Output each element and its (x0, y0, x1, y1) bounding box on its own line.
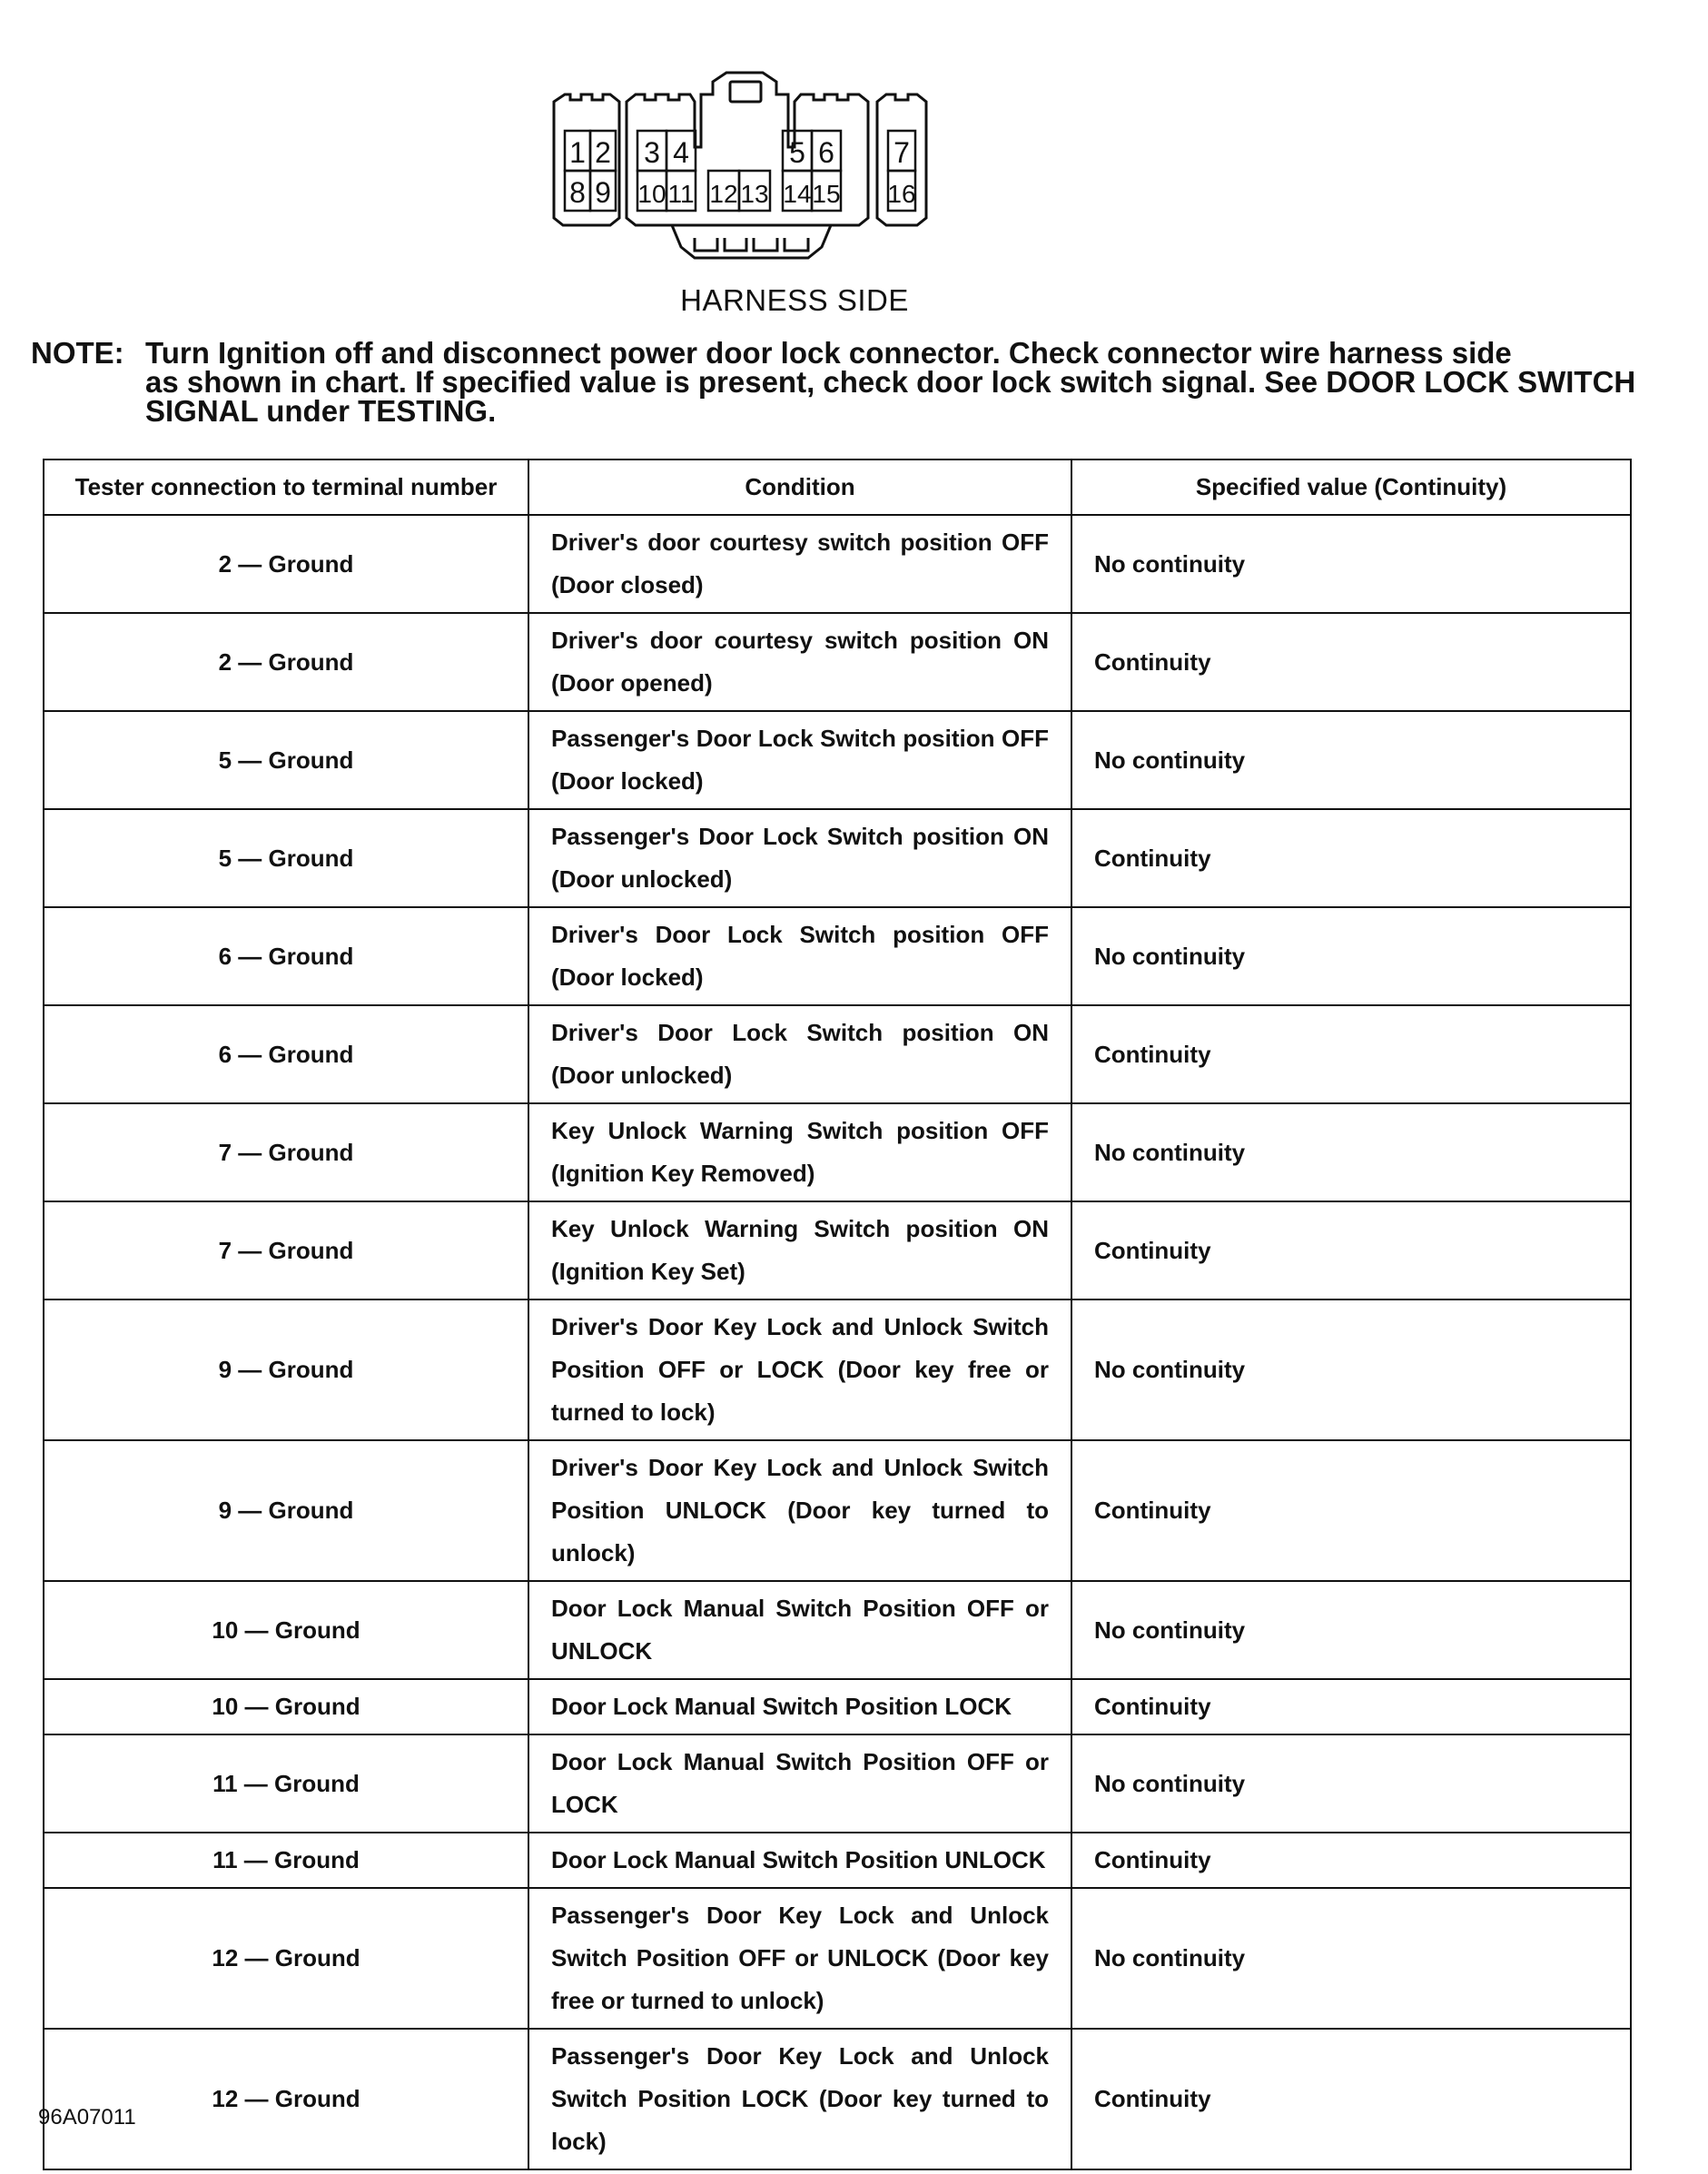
table-body (44, 515, 1631, 2169)
pin-label: 4 (673, 136, 689, 169)
figure-id: 96A07011 (38, 2105, 136, 2130)
pin-label: 14 (783, 180, 812, 208)
condition-cell: Key Unlock Warning Switch position ON (Ignition Key Set) (528, 1201, 1071, 1299)
value-cell: Continuity (1071, 1005, 1631, 1103)
terminal-cell: 6 — Ground (44, 1005, 528, 1103)
table-row (44, 907, 1631, 1005)
value-cell: No continuity (1071, 711, 1631, 809)
terminal-cell: 9 — Ground (44, 1299, 528, 1440)
header-condition: Condition (528, 460, 1071, 515)
condition-cell: Driver's Door Key Lock and Unlock Switch Position UNLOCK (Door key turned to unlock) (528, 1440, 1071, 1581)
table-row (44, 809, 1631, 907)
terminal-cell: 5 — Ground (44, 809, 528, 907)
value-cell: No continuity (1071, 907, 1631, 1005)
pin-label: 2 (595, 136, 611, 169)
pin-label: 3 (644, 136, 660, 169)
terminal-cell: 9 — Ground (44, 1440, 528, 1581)
table-row (44, 515, 1631, 613)
value-cell: No continuity (1071, 1581, 1631, 1679)
pin-label: 9 (595, 176, 611, 209)
header-value: Specified value (Continuity) (1071, 460, 1631, 515)
terminal-cell: 7 — Ground (44, 1103, 528, 1201)
note-line: SIGNAL under TESTING. (145, 394, 497, 428)
connector-latch (730, 82, 761, 102)
condition-cell: Passenger's Door Key Lock and Unlock Switch Position LOCK (Door key turned to lock) (528, 2029, 1071, 2169)
table-row (44, 1734, 1631, 1833)
value-cell: Continuity (1071, 2029, 1631, 2169)
value-cell: Continuity (1071, 1201, 1631, 1299)
pin-label: 11 (667, 180, 695, 208)
table-row (44, 1833, 1631, 1888)
pin-label: 6 (818, 136, 834, 169)
terminal-cell: 2 — Ground (44, 515, 528, 613)
diagram-caption: HARNESS SIDE (680, 283, 909, 317)
terminal-cell: 11 — Ground (44, 1833, 528, 1888)
pin-label: 16 (887, 180, 916, 208)
table-header-row (44, 460, 1631, 515)
terminal-cell: 5 — Ground (44, 711, 528, 809)
table-row (44, 1299, 1631, 1440)
pin-label: 13 (740, 180, 769, 208)
value-cell: Continuity (1071, 809, 1631, 907)
table-row (44, 1201, 1631, 1299)
table-row (44, 1581, 1631, 1679)
note-line: Turn Ignition off and disconnect power door lock connector. Check connector wire harness side (145, 336, 1512, 370)
table-row (44, 1679, 1631, 1734)
table-row (44, 2029, 1631, 2169)
condition-cell: Driver's door courtesy switch position ON (Door opened) (528, 613, 1071, 711)
value-cell: No continuity (1071, 1888, 1631, 2029)
value-cell: No continuity (1071, 1299, 1631, 1440)
terminal-cell: 10 — Ground (44, 1679, 528, 1734)
table-row (44, 711, 1631, 809)
value-cell: No continuity (1071, 515, 1631, 613)
condition-cell: Passenger's Door Key Lock and Unlock Switch Position OFF or UNLOCK (Door key free or turned to unlock) (528, 1888, 1071, 2029)
note-prefix: NOTE: (31, 336, 124, 370)
table-row (44, 1005, 1631, 1103)
connector-diagram (545, 56, 1044, 279)
condition-cell: Passenger's Door Lock Switch position ON (Door unlocked) (528, 809, 1071, 907)
value-cell: No continuity (1071, 1734, 1631, 1833)
condition-cell: Door Lock Manual Switch Position LOCK (528, 1679, 1071, 1734)
terminal-cell: 11 — Ground (44, 1734, 528, 1833)
pin-label: 12 (709, 180, 738, 208)
value-cell: Continuity (1071, 1679, 1631, 1734)
value-cell: Continuity (1071, 1440, 1631, 1581)
table-row (44, 613, 1631, 711)
note-line: as shown in chart. If specified value is present, check door lock switch signal. See DOOR LOCK SWITCH (145, 365, 1636, 399)
table-row (44, 1103, 1631, 1201)
condition-cell: Door Lock Manual Switch Position UNLOCK (528, 1833, 1071, 1888)
terminal-cell: 7 — Ground (44, 1201, 528, 1299)
condition-cell: Driver's Door Lock Switch position ON (Door unlocked) (528, 1005, 1071, 1103)
condition-cell: Door Lock Manual Switch Position OFF or UNLOCK (528, 1581, 1071, 1679)
condition-cell: Driver's Door Lock Switch position OFF (Door locked) (528, 907, 1071, 1005)
pin-label: 5 (789, 136, 805, 169)
value-cell: Continuity (1071, 613, 1631, 711)
table-row (44, 1888, 1631, 2029)
pin-label: 1 (569, 136, 586, 169)
terminal-cell: 10 — Ground (44, 1581, 528, 1679)
terminal-cell: 12 — Ground (44, 2029, 528, 2169)
terminal-cell: 12 — Ground (44, 1888, 528, 2029)
pin-label: 7 (893, 136, 910, 169)
continuity-spec-table (43, 459, 1632, 2170)
condition-cell: Key Unlock Warning Switch position OFF (Ignition Key Removed) (528, 1103, 1071, 1201)
pin-label: 15 (812, 180, 841, 208)
pin-label: 8 (569, 176, 586, 209)
condition-cell: Driver's Door Key Lock and Unlock Switch Position OFF or LOCK (Door key free or turned to lock) (528, 1299, 1071, 1440)
terminal-cell: 6 — Ground (44, 907, 528, 1005)
pin-label: 10 (637, 180, 666, 208)
table-row (44, 1440, 1631, 1581)
condition-cell: Passenger's Door Lock Switch position OFF (Door locked) (528, 711, 1071, 809)
terminal-cell: 2 — Ground (44, 613, 528, 711)
condition-cell: Door Lock Manual Switch Position OFF or LOCK (528, 1734, 1071, 1833)
value-cell: No continuity (1071, 1103, 1631, 1201)
header-terminal: Tester connection to terminal number (44, 460, 528, 515)
condition-cell: Driver's door courtesy switch position OFF (Door closed) (528, 515, 1071, 613)
value-cell: Continuity (1071, 1833, 1631, 1888)
